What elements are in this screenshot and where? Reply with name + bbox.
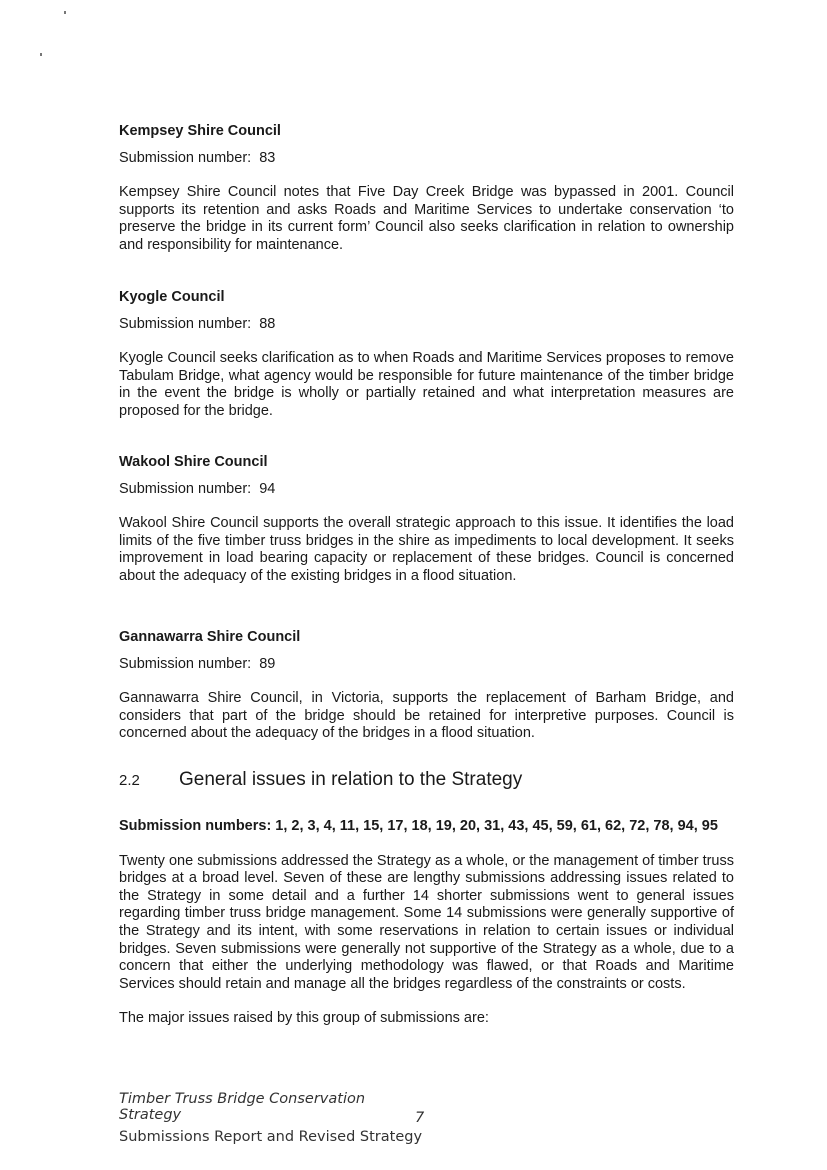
submission-number: 83 xyxy=(259,150,276,166)
submission-kempsey xyxy=(119,122,734,254)
submission-text: Kempsey Shire Council notes that Five Day Creek Bridge was bypassed in 2001. Council supports its retention and asks Roads and Maritime Services to undertake conservation ‘to preserve the bridge in its current form’ Council also seeks clarification in relation to ownership and responsibility for maintenance. xyxy=(119,184,734,253)
submission-text: Wakool Shire Council supports the overall strategic approach to this issue. It identifies the load limits of the five timber truss bridges in the shire as impediments to local development. It seeks improvement in load bearing capacity or replacement of these bridges. Council is concerned about the adequacy of the existing bridges in a flood situation. xyxy=(119,515,734,584)
council-name: Wakool Shire Council xyxy=(119,454,268,470)
submission-number-line xyxy=(119,655,734,673)
section-body xyxy=(119,818,734,1028)
submission-number: 94 xyxy=(259,481,276,497)
submission-kyogle xyxy=(119,288,734,420)
submission-wakool xyxy=(119,453,734,585)
section-lead-in: The major issues raised by this group of submissions are: xyxy=(119,1010,489,1027)
submission-gannawarra xyxy=(119,628,734,743)
submission-number: 88 xyxy=(259,316,276,332)
submission-number-line xyxy=(119,149,734,167)
submission-number-line xyxy=(119,480,734,498)
submission-label: Submission number: xyxy=(119,316,252,332)
submission-label: Submission number: xyxy=(119,150,252,166)
submission-number: 89 xyxy=(259,656,276,672)
submission-label: Submission number: xyxy=(119,656,252,672)
submission-label: Submission number: xyxy=(119,481,252,497)
scan-speck xyxy=(40,53,42,56)
footer-subtitle: Submissions Report and Revised Strategy xyxy=(119,1129,423,1145)
council-name: Kyogle Council xyxy=(119,289,225,305)
section-paragraph: Twenty one submissions addressed the Strategy as a whole, or the management of timber truss bridges at a broad level. Seven of these are lengthy submissions addressing issues related to the Strategy in some detail and a further 14 shorter submissions went to general issues regarding timber truss bridge management. Some 14 submissions were generally supportive of the Strategy and its intent, with some reservations in relation to certain issues or individual bridges. Seven submissions were generally not supportive of the Strategy as a whole, due to a concern that either the underlying methodology was flawed, or that Roads and Maritime Services should retain and manage all the bridges regardless of the constraints or costs. xyxy=(119,852,734,992)
footer-title: Timber Truss Bridge Conservation Strategy xyxy=(119,1091,366,1123)
page-number: 7 xyxy=(415,1110,425,1126)
section-submission-numbers: Submission numbers: 1, 2, 3, 4, 11, 15, 17, 18, 19, 20, 31, 43, 45, 59, 61, 62, 72, 78, 94, 95 xyxy=(119,818,718,834)
section-heading xyxy=(119,768,734,792)
submission-text: Kyogle Council seeks clarification as to when Roads and Maritime Services proposes to remove Tabulam Bridge, what agency would be responsible for future maintenance of the timber bridge in the event the bridge is wholly or partially retained and what interpretation measures are proposed for the bridge. xyxy=(119,350,734,419)
submission-number-line xyxy=(119,315,734,333)
council-name: Kempsey Shire Council xyxy=(119,123,281,139)
scan-speck xyxy=(64,11,66,14)
section-title: General issues in relation to the Strategy xyxy=(179,769,523,790)
council-name: Gannawarra Shire Council xyxy=(119,629,301,645)
submission-text: Gannawarra Shire Council, in Victoria, supports the replacement of Barham Bridge, and considers that part of the bridge should be retained for interpretive purposes. Council is concerned about the adequacy of the bridges in a flood situation. xyxy=(119,690,734,742)
section-number: 2.2 xyxy=(119,772,140,789)
